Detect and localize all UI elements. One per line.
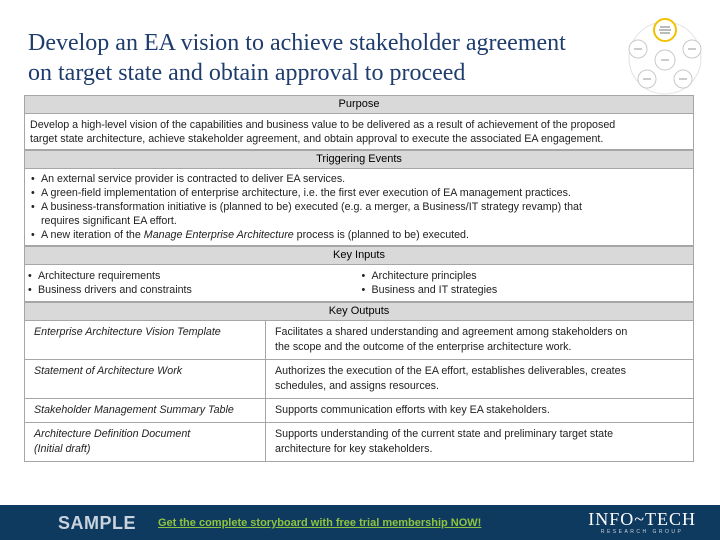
output-document: [25, 423, 266, 462]
list-item-text: process is (planned to be) executed.: [293, 229, 469, 241]
brand-logo: [588, 509, 696, 536]
key-outputs-header: Key Outputs: [24, 302, 694, 320]
footer-bar: [0, 505, 720, 540]
list-item: • A green-field implementation of enterprise architecture, i.e. the first ever execution of EA management practices.: [31, 186, 687, 200]
title-line-1: Develop an EA vision to achieve stakeholder agreement: [28, 30, 566, 56]
table-row: [25, 399, 694, 423]
purpose-body: [24, 114, 694, 150]
inputs-right-column: [354, 269, 688, 297]
page-title: [28, 28, 628, 88]
title-line-2: on target state and obtain approval to proceed: [28, 60, 466, 86]
output-document: Enterprise Architecture Vision Template: [25, 321, 266, 360]
process-wheel-icon: [620, 16, 710, 100]
output-document-name: Architecture Definition Document: [34, 428, 191, 440]
output-document: Stakeholder Management Summary Table: [25, 399, 266, 423]
output-description-line: the scope and the outcome of the enterprise architecture work.: [275, 341, 572, 353]
output-description: [266, 423, 694, 462]
list-item-text: A new iteration of the: [41, 229, 144, 241]
purpose-header: Purpose: [24, 95, 694, 114]
output-description: [266, 360, 694, 399]
list-item-text-continued: requires significant EA effort.: [41, 215, 177, 227]
list-item: • Architecture principles: [362, 269, 688, 283]
purpose-line-2: target state architecture, achieve stakeholder agreement, and obtain approval to execute the associated EA engagement.: [30, 133, 604, 145]
list-item-text: A business-transformation initiative is (planned to be) executed (e.g. a merger, a Business/IT strategy revamp) that: [41, 201, 582, 213]
output-description: Supports communication efforts with key EA stakeholders.: [266, 399, 694, 423]
output-description-line: architecture for key stakeholders.: [275, 443, 433, 455]
table-row: [25, 360, 694, 399]
output-description-line: Facilitates a shared understanding and agreement among stakeholders on: [275, 326, 628, 338]
process-name: Manage Enterprise Architecture: [143, 229, 294, 241]
inputs-left-column: [28, 269, 354, 297]
output-description-line: Authorizes the execution of the EA effort, establishes deliverables, creates: [275, 365, 626, 377]
output-description: [266, 321, 694, 360]
brand-name: INFO~TECH: [588, 509, 696, 529]
list-item: • Business and IT strategies: [362, 283, 688, 297]
list-item: • An external service provider is contracted to deliver EA services.: [31, 172, 687, 186]
purpose-line-1: Develop a high-level vision of the capabilities and business value to be delivered as a result of achievement of the proposed: [30, 119, 616, 131]
table-row: [25, 321, 694, 360]
output-document-note: (Initial draft): [34, 443, 91, 455]
key-inputs-body: [24, 265, 694, 302]
triggering-events-list: [24, 169, 694, 246]
output-description-line: schedules, and assigns resources.: [275, 380, 439, 392]
table-row: [25, 423, 694, 462]
output-document: Statement of Architecture Work: [25, 360, 266, 399]
key-inputs-header: Key Inputs: [24, 246, 694, 265]
sample-watermark: SAMPLE: [58, 513, 137, 533]
free-trial-link[interactable]: Get the complete storyboard with free trial membership NOW!: [158, 517, 482, 529]
key-outputs-table: [24, 320, 694, 462]
list-item: [31, 200, 687, 228]
triggering-events-header: Triggering Events: [24, 150, 694, 169]
brand-tagline: RESEARCH GROUP: [600, 529, 684, 535]
content-table: [24, 95, 694, 462]
output-description-line: Supports understanding of the current state and preliminary target state: [275, 428, 614, 440]
list-item: • Architecture requirements: [28, 269, 354, 283]
list-item: [31, 228, 687, 242]
list-item: • Business drivers and constraints: [28, 283, 354, 297]
